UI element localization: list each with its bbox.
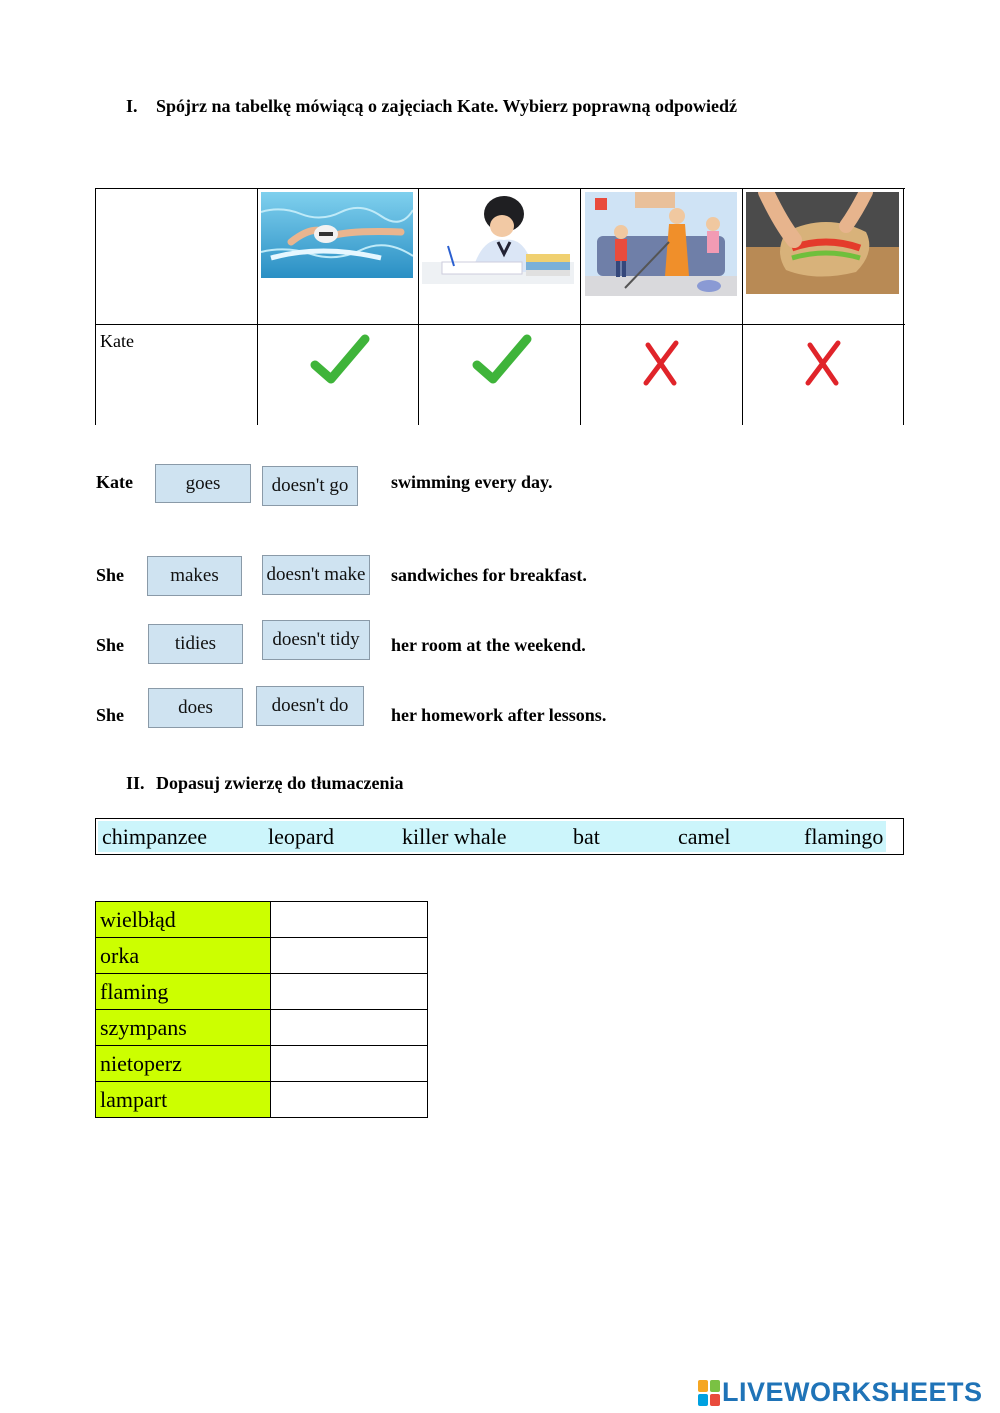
table-border-v4 xyxy=(742,188,743,425)
polish-word: nietoperz xyxy=(96,1046,271,1082)
section-1-title: Spójrz na tabelkę mówiącą o zajęciach Kate. Wybierz poprawną odpowiedź xyxy=(156,96,737,116)
option-b-button[interactable]: doesn't do xyxy=(256,686,364,726)
option-a-button[interactable]: tidies xyxy=(148,624,243,664)
sentence-subject: Kate xyxy=(96,472,133,492)
table-row xyxy=(96,1010,428,1046)
word-bank-item[interactable]: leopard xyxy=(268,824,334,849)
making-sandwich-photo xyxy=(746,192,899,294)
sentence-rest: swimming every day. xyxy=(391,472,553,492)
answer-input[interactable] xyxy=(271,1081,431,1118)
section-1-number: I. xyxy=(126,96,138,116)
answer-input[interactable] xyxy=(271,1045,431,1082)
table-border-top xyxy=(95,188,905,189)
word-bank-item[interactable]: chimpanzee xyxy=(102,824,208,849)
liveworksheets-logo xyxy=(698,1377,983,1408)
table-border-v0 xyxy=(95,188,96,425)
section-2-number: II. xyxy=(126,773,145,793)
answer-cell[interactable] xyxy=(271,1046,428,1082)
cross-icon xyxy=(626,333,696,393)
answer-input[interactable] xyxy=(271,937,431,974)
word-bank-item[interactable]: bat xyxy=(573,824,600,849)
option-b-button[interactable]: doesn't go xyxy=(262,466,358,506)
sentence-subject: She xyxy=(96,635,125,655)
homework-photo xyxy=(422,192,574,284)
section-2-title: Dopasuj zwierzę do tłumaczenia xyxy=(156,773,404,793)
table-border-v2 xyxy=(418,188,419,425)
section-2-heading xyxy=(126,773,403,794)
swimming-photo xyxy=(261,192,413,278)
answer-input[interactable] xyxy=(271,973,431,1010)
word-bank xyxy=(95,818,904,855)
word-bank-item[interactable]: camel xyxy=(678,824,731,849)
sentence-rest: her homework after lessons. xyxy=(391,705,607,725)
table-border-v5 xyxy=(903,188,904,425)
answer-cell[interactable] xyxy=(271,938,428,974)
option-b-button[interactable]: doesn't tidy xyxy=(262,620,370,660)
sentence-rest: her room at the weekend. xyxy=(391,635,586,655)
answer-cell[interactable] xyxy=(271,902,428,938)
check-icon xyxy=(303,331,373,391)
cross-icon xyxy=(788,333,858,393)
word-bank-item[interactable]: killer whale xyxy=(402,824,507,849)
logo-text: LIVEWORKSHEETS xyxy=(722,1377,983,1407)
table-row xyxy=(96,902,428,938)
answer-input[interactable] xyxy=(271,1009,431,1046)
answer-cell[interactable] xyxy=(271,1082,428,1118)
table-row xyxy=(96,1082,428,1118)
polish-word: orka xyxy=(96,938,271,974)
polish-word: lampart xyxy=(96,1082,271,1118)
polish-word: szympans xyxy=(96,1010,271,1046)
option-a-button[interactable]: goes xyxy=(155,464,251,503)
tidying-room-picture xyxy=(585,192,737,296)
answer-cell[interactable] xyxy=(271,1010,428,1046)
sentence-subject: She xyxy=(96,705,125,725)
polish-word: wielbłąd xyxy=(96,902,271,938)
section-1-heading xyxy=(126,96,737,117)
option-a-button[interactable]: makes xyxy=(147,556,242,596)
option-a-button[interactable]: does xyxy=(148,688,243,728)
answer-input[interactable] xyxy=(271,901,431,938)
table-border-v1 xyxy=(257,188,258,425)
option-b-button[interactable]: doesn't make xyxy=(262,555,370,595)
table-border-middle xyxy=(95,324,905,325)
table-row xyxy=(96,938,428,974)
sentence-rest: sandwiches for breakfast. xyxy=(391,565,587,585)
word-bank-item[interactable]: flamingo xyxy=(804,824,884,849)
table-row xyxy=(96,974,428,1010)
table-row xyxy=(96,1046,428,1082)
answer-cell[interactable] xyxy=(271,974,428,1010)
polish-word: flaming xyxy=(96,974,271,1010)
check-icon xyxy=(465,331,535,391)
table-border-v3 xyxy=(580,188,581,425)
kate-row-label: Kate xyxy=(100,331,134,351)
translation-table xyxy=(95,901,428,1118)
sentence-subject: She xyxy=(96,565,125,585)
logo-icon xyxy=(698,1380,720,1406)
